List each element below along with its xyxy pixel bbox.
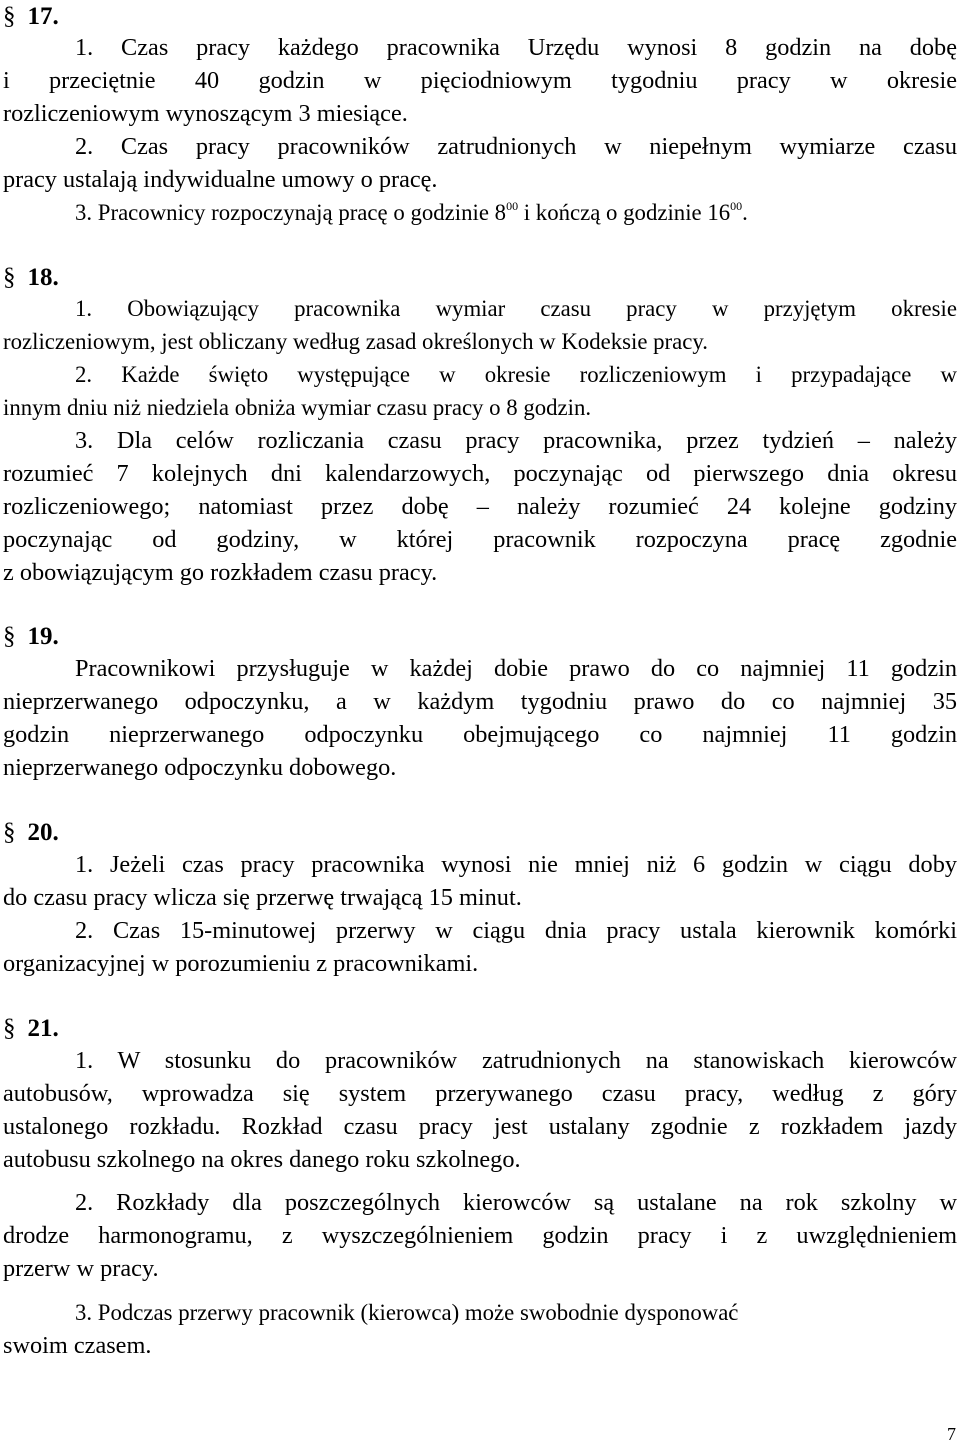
section-heading-17	[3, 2, 59, 32]
text-segment: 3. Pracownicy rozpoczynają pracę o godzinie 8	[75, 200, 507, 225]
superscript: 00	[730, 199, 743, 213]
section-symbol: §	[3, 1015, 16, 1042]
text-line: 3. Podczas przerwy pracownik (kierowca) może swobodnie dysponować	[75, 1300, 739, 1325]
text-line: 3. Dla celów rozliczania czasu pracy pracownika, przez tydzień – należy	[75, 427, 957, 454]
section-symbol: §	[3, 264, 16, 291]
text-line: poczynając od godziny, w której pracownik rozpoczyna pracę zgodnie	[3, 526, 957, 553]
text-line: 2. Czas pracy pracowników zatrudnionych w niepełnym wymiarze czasu	[75, 133, 957, 160]
text-line: z obowiązującym go rozkładem czasu pracy.	[3, 559, 438, 586]
section-heading-20	[3, 818, 59, 848]
text-line: przerw w pracy.	[3, 1255, 159, 1282]
section-number: 21.	[27, 1015, 59, 1042]
text-line: innym dniu niż niedziela obniża wymiar czasu pracy o 8 godzin.	[3, 395, 592, 420]
text-line: 1. W stosunku do pracowników zatrudnionych na stanowiskach kierowców	[75, 1047, 957, 1074]
text-line: ustalonego rozkładu. Rozkład czasu pracy jest ustalany zgodnie z rozkładem jazdy	[3, 1113, 957, 1140]
section-number: 17.	[27, 3, 59, 30]
section-number: 19.	[27, 623, 59, 650]
text-line: autobusu szkolnego na okres danego roku szkolnego.	[3, 1146, 521, 1173]
text-line: drodze harmonogramu, z wyszczególnieniem godzin pracy i z uwzględnieniem	[3, 1222, 957, 1249]
text-line: autobusów, wprowadza się system przerywanego czasu pracy, według z góry	[3, 1080, 957, 1107]
text-line: 1. Obowiązujący pracownika wymiar czasu pracy w przyjętym okresie	[75, 296, 957, 321]
text-line: Pracownikowi przysługuje w każdej dobie prawo do co najmniej 11 godzin	[75, 655, 957, 682]
text-line: swoim czasem.	[3, 1332, 152, 1359]
text-line: nieprzerwanego odpoczynku dobowego.	[3, 754, 397, 781]
section-number: 20.	[27, 819, 59, 846]
section-symbol: §	[3, 3, 16, 30]
page-number: 7	[947, 1424, 956, 1444]
section-symbol: §	[3, 819, 16, 846]
section-symbol: §	[3, 623, 16, 650]
text-line: do czasu pracy wlicza się przerwę trwającą 15 minut.	[3, 884, 522, 911]
section-heading-21	[3, 1014, 59, 1044]
text-line: rozliczeniowym wynoszącym 3 miesiące.	[3, 100, 408, 127]
text-line: pracy ustalają indywidualne umowy o pracę.	[3, 166, 438, 193]
text-segment: .	[742, 200, 748, 225]
section-number: 18.	[27, 264, 59, 291]
text-line: organizacyjnej w porozumieniu z pracownikami.	[3, 950, 479, 977]
section-heading-18	[3, 263, 59, 293]
text-line: godzin nieprzerwanego odpoczynku obejmującego co najmniej 11 godzin	[3, 721, 957, 748]
text-segment: i kończą o godzinie 16	[518, 200, 731, 225]
text-line: 2. Czas 15-minutowej przerwy w ciągu dnia pracy ustala kierownik komórki	[75, 917, 957, 944]
text-line: nieprzerwanego odpoczynku, a w każdym tygodniu prawo do co najmniej 35	[3, 688, 957, 715]
section-heading-19	[3, 622, 59, 652]
superscript: 00	[506, 199, 519, 213]
text-line: rozliczeniowego; natomiast przez dobę – należy rozumieć 24 kolejne godziny	[3, 493, 957, 520]
text-line: i przeciętnie 40 godzin w pięciodniowym tygodniu pracy w okresie	[3, 67, 957, 94]
text-line: 1. Czas pracy każdego pracownika Urzędu wynosi 8 godzin na dobę	[75, 34, 957, 61]
text-line-hours	[3, 198, 957, 228]
text-line: 1. Jeżeli czas pracy pracownika wynosi nie mniej niż 6 godzin w ciągu doby	[75, 851, 957, 878]
text-line: rozliczeniowym, jest obliczany według zasad określonych w Kodeksie pracy.	[3, 329, 708, 354]
text-line: rozumieć 7 kolejnych dni kalendarzowych, poczynając od pierwszego dnia okresu	[3, 460, 957, 487]
text-line: 2. Rozkłady dla poszczególnych kierowców są ustalane na rok szkolny w	[75, 1189, 957, 1216]
text-line: 2. Każde święto występujące w okresie rozliczeniowym i przypadające w	[75, 362, 957, 387]
